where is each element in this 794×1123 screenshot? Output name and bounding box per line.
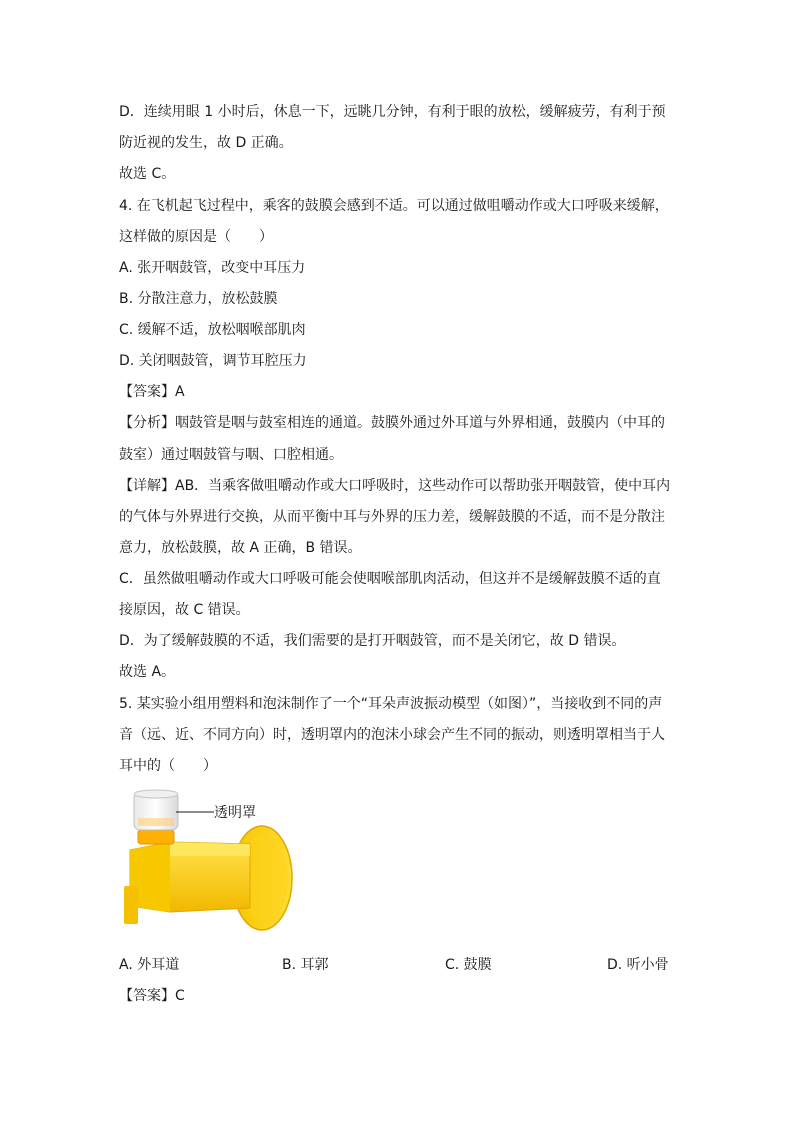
text-line: 防近视的发生，故 D 正确。: [119, 135, 293, 151]
detail-text: 意力，放松鼓膜，故 A 正确，B 错误。: [119, 540, 362, 556]
figure-label: 透明罩: [214, 805, 256, 821]
option-a: A. 张开咽鼓管，改变中耳压力: [119, 260, 306, 276]
detail-text: D．为了缓解鼓膜的不适，我们需要的是打开咽鼓管，而不是关闭它，故 D 错误。: [119, 633, 626, 649]
detail-text: C．虽然做咀嚼动作或大口呼吸可能会使咽喉部肌肉活动，但这并不是缓解鼓膜不适的直: [119, 571, 661, 587]
option-d: D. 关闭咽鼓管，调节耳腔压力: [119, 353, 307, 369]
detail-text: 接原因，故 C 错误。: [119, 602, 250, 618]
ear-model-figure: [110, 786, 310, 936]
q5-option-d: D. 听小骨: [607, 957, 669, 973]
question-5-stem: 耳中的（ ）: [119, 758, 217, 774]
text-line: D．连续用眼 1 小时后，休息一下，远眺几分钟，有利于眼的放松，缓解疲劳，有利于预: [119, 104, 666, 120]
question-5-stem: 音（远、近、不同方向）时，透明罩内的泡沫小球会产生不同的振动，则透明罩相当于人: [119, 727, 665, 743]
answer-label: 【答案】C: [119, 988, 185, 1004]
answer-label: 【答案】A: [119, 384, 185, 400]
question-4-stem: 这样做的原因是（ ）: [119, 229, 273, 245]
option-b: B. 分散注意力，放松鼓膜: [119, 291, 278, 307]
option-c: C. 缓解不适，放松咽喉部肌肉: [119, 322, 306, 338]
detail-text: 的气体与外界进行交换，从而平衡中耳与外界的压力差，缓解鼓膜的不适，而不是分散注: [119, 509, 665, 525]
analysis-text: 鼓室）通过咽鼓管与咽、口腔相通。: [119, 447, 343, 463]
question-4-stem: 4. 在飞机起飞过程中，乘客的鼓膜会感到不适。可以通过做咀嚼动作或大口呼吸来缓解，: [119, 198, 669, 214]
q5-option-a: A. 外耳道: [119, 957, 180, 973]
text-line: 故选 C。: [119, 166, 176, 182]
detail-text: 【详解】AB．当乘客做咀嚼动作或大口呼吸时，这些动作可以帮助张开咽鼓管，使中耳内: [119, 478, 671, 494]
q5-option-b: B. 耳郭: [282, 957, 329, 973]
text-line: 故选 A。: [119, 664, 176, 680]
question-5-stem: 5. 某实验小组用塑料和泡沫制作了一个“耳朵声波振动模型（如图）”，当接收到不同的声: [119, 696, 663, 712]
q5-option-c: C. 鼓膜: [445, 957, 492, 973]
analysis-text: 【分析】咽鼓管是咽与鼓室相连的通道。鼓膜外通过外耳道与外界相通，鼓膜内（中耳的: [119, 415, 665, 431]
